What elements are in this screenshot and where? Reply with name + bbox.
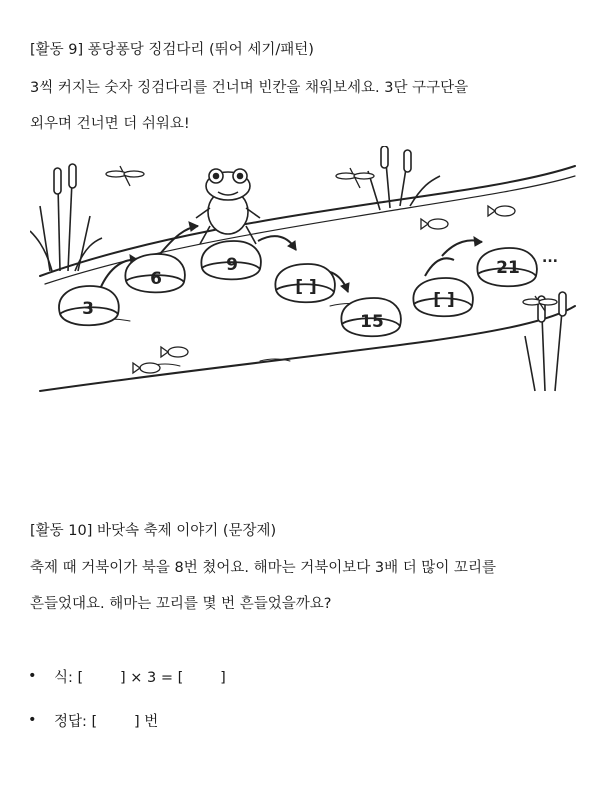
dragonfly-icon <box>106 166 144 186</box>
stone-1 <box>59 286 119 325</box>
river-near-bank <box>40 306 575 391</box>
activity10-problem-line1: 축제 때 거북이가 북을 8번 쳤어요. 해마는 거북이보다 3배 더 많이 꼬리를 <box>30 560 496 576</box>
stone-2-label: 6 <box>150 269 162 289</box>
stone-1-label: 3 <box>82 299 94 319</box>
formula-field[interactable]: 식: [ ] × 3 = [ ] <box>54 670 226 686</box>
fish-icon <box>488 206 515 216</box>
stone-6 <box>413 278 472 316</box>
frog-icon <box>196 169 260 244</box>
bullet-formula: • <box>28 668 37 684</box>
stone-3 <box>201 241 260 279</box>
answer-field[interactable]: 정답: [ ] 번 <box>54 714 159 730</box>
activity9-instruction-line2: 외우며 건너면 더 쉬워요! <box>30 116 190 132</box>
stone-7 <box>477 248 536 286</box>
fish-icon <box>161 347 188 357</box>
reeds-right-icon <box>368 146 440 210</box>
stepping-stones-illustration <box>30 146 580 396</box>
stone-2 <box>125 254 184 292</box>
stone-4 <box>275 264 334 302</box>
stone-7-label: 21 <box>496 258 520 278</box>
activity9-instruction-line1: 3씩 커지는 숫자 징검다리를 건너며 빈칸을 채워보세요. 3단 구구단을 <box>30 80 469 96</box>
reeds-left-icon <box>30 164 102 271</box>
fish-icon <box>133 363 160 373</box>
stone-4-label: [ ] <box>295 277 317 297</box>
reeds-bottom-right-icon <box>525 292 566 391</box>
activity10-problem-line2: 흔들었대요. 해마는 꼬리를 몇 번 흔들었을까요? <box>30 596 332 612</box>
activity10-title: [활동 10] 바닷속 축제 이야기 (문장제) <box>30 523 277 539</box>
stone-3-label: 9 <box>226 255 238 275</box>
sequence-ellipsis: ... <box>542 250 558 266</box>
activity9-title: [활동 9] 퐁당퐁당 징검다리 (뛰어 세기/패턴) <box>30 42 314 58</box>
stone-6-label: [ ] <box>433 290 455 310</box>
bullet-answer: • <box>28 712 37 728</box>
stone-5-label: 15 <box>360 312 384 332</box>
fish-icon <box>421 219 448 229</box>
stone-5 <box>341 298 400 336</box>
